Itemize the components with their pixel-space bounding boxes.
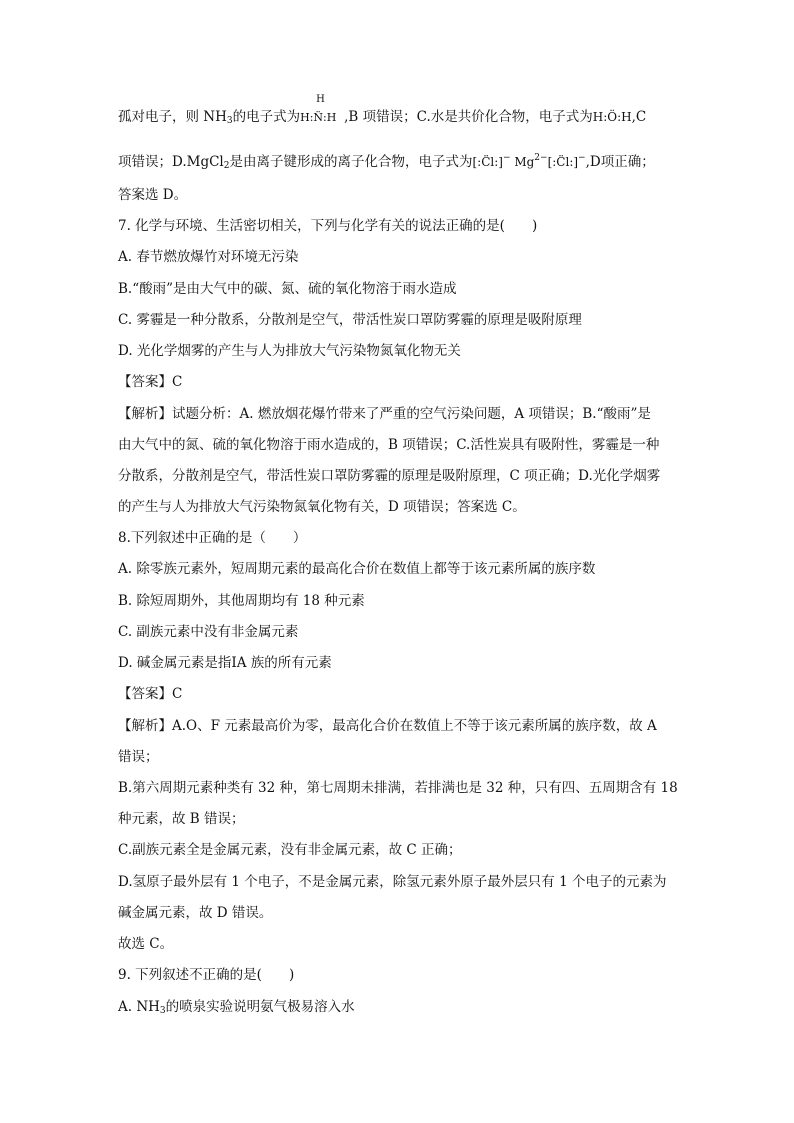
text: 是由离子键形成的离子化合物，电子式为 [229, 154, 473, 170]
text: A. NH [118, 999, 160, 1015]
answer-line: 【答案】C [118, 686, 183, 702]
analysis-line: D.氢原子最外层有 1 个电子，不是金属元素，除氢元素外原子最外层只有 1 个电子的元素为 [118, 874, 667, 890]
analysis-line: 【解析】试题分析：A. 燃放烟花爆竹带来了严重的空气污染问题，A 项错误；B.“酸雨”是 [118, 406, 651, 422]
text: 的喷泉实验说明氨气极易溶入水 [165, 999, 355, 1015]
analysis-line: 的产生与人为排放大气污染物氮氧化物有关，D 项错误；答案选 C。 [118, 499, 526, 515]
mgcl2-electron-formula [472, 155, 585, 169]
text: 孤对电子，则 NH [118, 109, 227, 125]
question-heading: 7. 化学与环境、生活密切相关，下列与化学有关的说法正确的是( ) [118, 218, 538, 234]
text: ,C [631, 109, 647, 125]
formula-part: [:C̈l:] [472, 155, 503, 169]
option-line: D. 碱金属元素是指ⅠA 族的所有元素 [118, 655, 332, 671]
subscript: 2 [223, 161, 230, 171]
superscript: 2− [534, 153, 548, 163]
analysis-line: C.副族元素全是金属元素，没有非金属元素，故 C 正确； [118, 842, 462, 858]
option-line: C. 副族元素中没有非金属元素 [118, 624, 299, 640]
analysis-line: 种元素，故 B 错误； [118, 811, 245, 827]
text: ,D项正确； [585, 154, 655, 170]
formula-h-top: H [316, 93, 325, 105]
analysis-line: B.第六周期元素种类有 32 种，第七周期未排满，若排满也是 32 种，只有四、五周期含有 18 [118, 780, 678, 796]
text: 项错误；D.MgCl [118, 154, 224, 170]
analysis-line: 【解析】A.O、F 元素最高价为零，最高化合价在数值上不等于该元素所属的族序数，故 A [118, 718, 657, 734]
question-heading: 9. 下列叙述不正确的是( ) [118, 967, 295, 983]
superscript: − [502, 153, 511, 163]
option-line: C. 雾霾是一种分散系，分散剂是空气，带活性炭口罩防雾霾的原理是吸附原理 [118, 312, 582, 328]
water-electron-formula: H:Ö:H [592, 110, 632, 124]
option-line: B.“酸雨”是由大气中的碳、氮、硫的氧化物溶于雨水造成 [118, 281, 457, 297]
analysis-line: 碱金属元素，故 D 错误。 [118, 905, 273, 921]
subscript: 3 [226, 116, 233, 126]
text-line [118, 93, 647, 131]
formula-part: [:C̈l:] [547, 155, 579, 169]
superscript: − [578, 153, 586, 163]
analysis-line: 分散系，分散剂是空气，带活性炭口罩防雾霾的原理是吸附原理，C 项正确；D.光化学烟雾 [118, 468, 661, 484]
text: 的电子式为 [232, 109, 301, 125]
question-heading: 8.下列叙述中正确的是（ ） [118, 530, 307, 546]
option-line: A. 春节燃放爆竹对环境无污染 [118, 249, 299, 265]
option-line: D. 光化学烟雾的产生与人为排放大气污染物氮氧化物无关 [118, 343, 461, 359]
text-line: 答案选 D。 [118, 187, 188, 203]
text-line [118, 148, 655, 176]
option-line: A. 除零族元素外，短周期元素的最高化合价在数值上都等于该元素所属的族序数 [118, 561, 596, 577]
subscript: 3 [159, 1006, 166, 1016]
formula-part: Mg [510, 155, 535, 169]
option-line: B. 除短周期外，其他周期均有 18 种元素 [118, 593, 365, 609]
analysis-line: 由大气中的氮、硫的氧化物溶于雨水造成的，B 项错误；C.活性炭具有吸附性，雾霾是一种 [118, 437, 660, 453]
nh3-electron-formula [300, 93, 344, 128]
answer-line: 【答案】C [118, 374, 183, 390]
analysis-line: 错误； [118, 749, 159, 765]
analysis-line: 故选 C。 [118, 936, 174, 952]
option-line [118, 997, 355, 1021]
text: ,B 项错误；C.水是共价化合物，电子式为 [344, 109, 593, 125]
formula-core: H:N̈:H [300, 110, 337, 124]
